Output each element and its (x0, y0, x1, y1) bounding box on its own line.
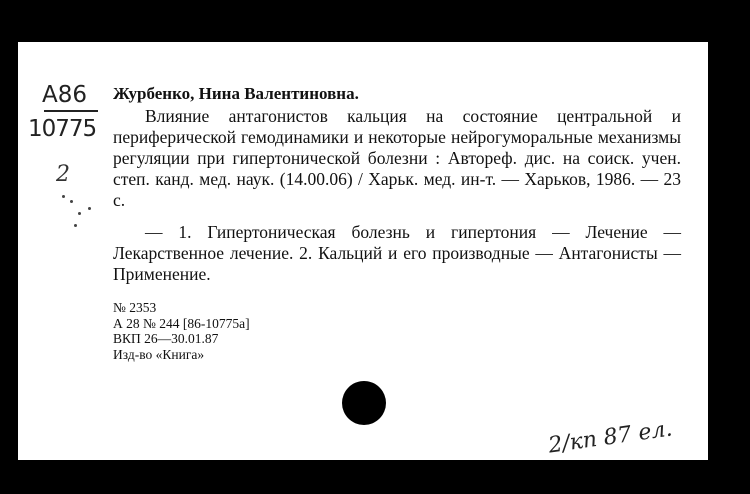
handwritten-number: 2 (56, 162, 70, 187)
shelf-mark (28, 80, 108, 144)
author-heading: Журбенко, Нина Валентиновна. (113, 84, 359, 103)
shelf-mark-bottom: 10775 (28, 116, 97, 142)
publisher: Изд-во «Книга» (113, 346, 205, 362)
record-number: № 2353 (113, 300, 157, 315)
catalog-meta (113, 300, 250, 362)
shelf-mark-top: А86 (42, 82, 88, 108)
shelf-mark-divider (44, 110, 98, 112)
ink-smudge (70, 200, 73, 203)
record-reference: А 28 № 244 [86-10775а] (113, 315, 250, 331)
title-description: Влияние антагонистов кальция на состояние центральной и периферической гемодинамики и некоторые нейрогуморальные механизмы регуляции при гипертонической болезни : Автореф. дис. на соиск. учен. степ. канд. мед. наук. (14.00.06) / Харьк. мед. ин-т. — Харьков, 1986. — 23 с. (113, 106, 681, 210)
ink-smudge (62, 195, 65, 198)
ink-smudge (78, 212, 81, 215)
subject-headings: — 1. Гипертоническая болезнь и гипертония — Лечение — Лекарственное лечение. 2. Кальций и его производные — Антагонисты — Применение. (113, 222, 681, 284)
handwritten-signature: 2/кп 87 ел. (546, 416, 674, 459)
vkp-code: ВКП 26—30.01.87 (113, 331, 219, 346)
punch-hole (342, 381, 386, 425)
ink-smudge (88, 207, 91, 210)
ink-smudge (74, 224, 77, 227)
